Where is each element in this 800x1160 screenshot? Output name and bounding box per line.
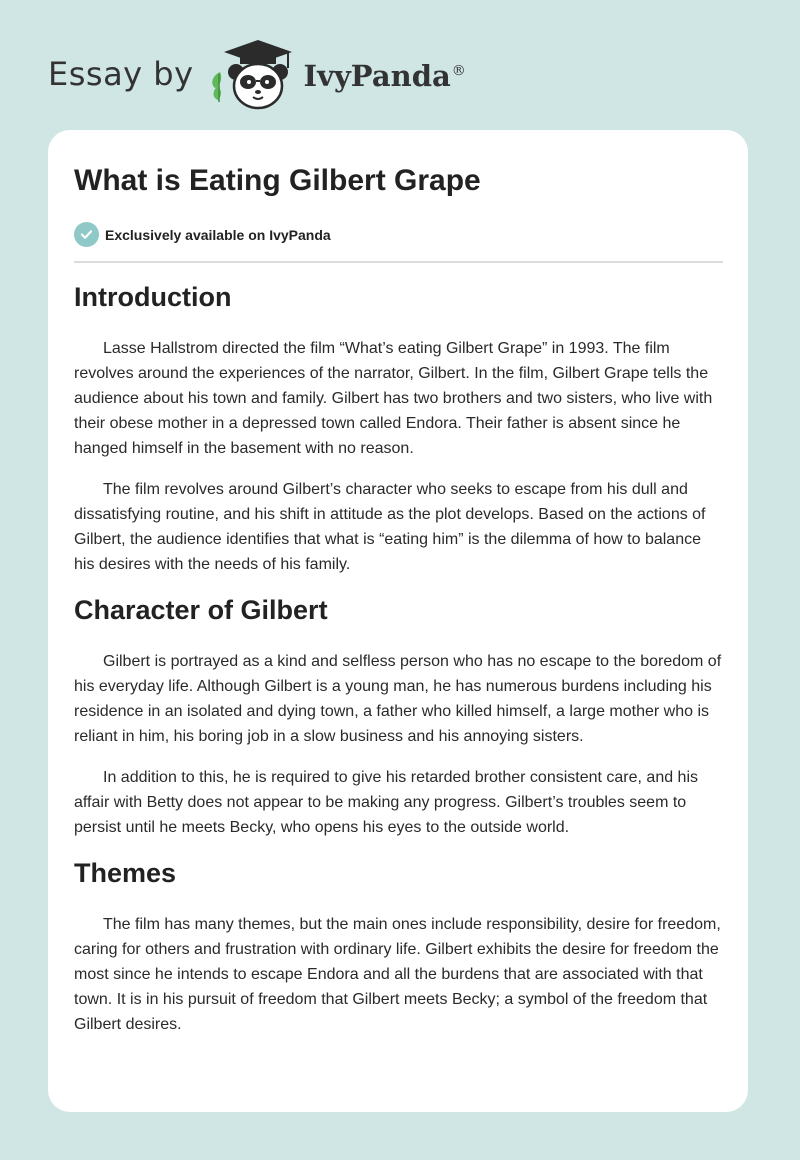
article-body xyxy=(74,282,724,1037)
site-header xyxy=(48,34,466,114)
panda-graduate-icon[interactable] xyxy=(206,36,302,112)
check-circle-icon xyxy=(74,222,99,247)
paragraph: Lasse Hallstrom directed the film “What’s eating Gilbert Grape” in 1993. The film revolves around the experiences of the narrator, Gilbert. In the film, Gilbert Grape tells the audience about his town and family. Gilbert has two brothers and two sisters, who live with their obese mother in a depressed town called Endora. Their father is absent since he hanged himself in the basement with no reason. xyxy=(74,340,713,457)
divider xyxy=(74,261,723,263)
leaf-icon xyxy=(212,72,221,102)
registered-mark: ® xyxy=(451,63,466,80)
article-card xyxy=(48,130,748,1112)
essay-by-label: Essay by xyxy=(48,55,194,93)
paragraph: Gilbert is portrayed as a kind and selfless person who has no escape to the boredom of his everyday life. Although Gilbert is a young man, he has numerous burdens including his residence in an isolated and dying town, a father who killed himself, a large mother who is reliant in him, his boring job in a slow business and his annoying sisters. xyxy=(74,653,722,745)
paragraph: The film has many themes, but the main ones include responsibility, desire for freedom, caring for others and frustration with ordinary life. Gilbert exhibits the desire for freedom the most since he intends to escape Endora and all the burdens that are associated with that town. It is in his pursuit of freedom that Gilbert meets Becky; a symbol of the freedom that Gilbert desires. xyxy=(74,916,721,1033)
article-title: What is Eating Gilbert Grape xyxy=(74,164,481,197)
paragraph: The film revolves around Gilbert’s character who seeks to escape from his dull and dissatisfying routine, and his shift in attitude as the plot develops. Based on the actions of Gilbert, the audience identifies that what is “eating him” is the dilemma of how to balance his desires with the needs of his family. xyxy=(74,481,706,573)
section-heading-themes: Themes xyxy=(74,858,177,888)
brand-name[interactable]: IvyPanda® xyxy=(303,59,466,93)
section-heading-character-of-gilbert: Character of Gilbert xyxy=(74,595,328,625)
exclusive-badge-text: Exclusively available on IvyPanda xyxy=(105,226,331,243)
section-heading-introduction: Introduction xyxy=(74,282,232,312)
exclusive-badge xyxy=(74,222,331,247)
paragraph: In addition to this, he is required to give his retarded brother consistent care, and his affair with Betty does not appear to be making any progress. Gilbert’s troubles seem to persist until he meets Becky, who opens his eyes to the outside world. xyxy=(74,769,699,836)
